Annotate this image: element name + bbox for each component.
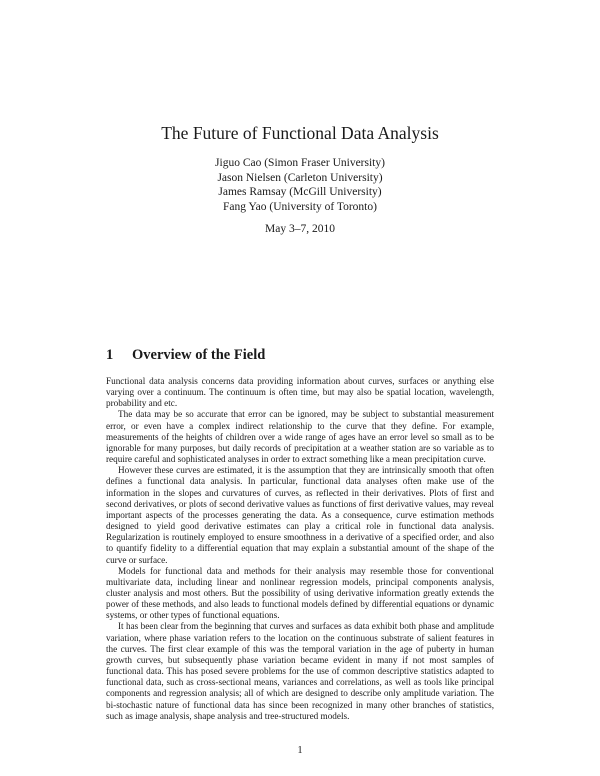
body-text — [106, 376, 494, 722]
paragraph: However these curves are estimated, it is the assumption that they are intrinsically smooth that often defines a functional data analysis. In particular, functional data analyses often make use of the information in the slopes and curvatures of curves, as reflected in their derivatives. Plots of first and second derivatives, or plots of second derivative values as functions of first derivative values, may reveal important aspects of the processes generating the data. As a consequence, curve estimation methods designed to yield good derivative estimates can play a critical role in functional data analysis. Regularization is routinely employed to ensure smoothness in a derivative of a specified order, and also to quantify fidelity to a differential equation that may explain a substantial amount of the shape of the curve or surface. — [106, 465, 494, 565]
author-line: Jiguo Cao (Simon Fraser University) — [215, 157, 385, 169]
paragraph: The data may be so accurate that error can be ignored, may be subject to substantial measurement error, or even have a complex indirect relationship to the curve that they define. For example, measurements of the heights of children over a wide range of ages have an error level so small as to be ignorable for many purposes, but daily records of precipitation at a weather station are so variable as to require careful and sophisticated analyses in order to extract something like a mean precipitation curve. — [106, 409, 494, 465]
section-number: 1 — [106, 347, 114, 363]
section-title: Overview of the Field — [132, 347, 266, 363]
author-list — [0, 156, 600, 214]
paper-title: The Future of Functional Data Analysis — [161, 123, 439, 143]
paragraph: Functional data analysis concerns data providing information about curves, surfaces or anything else varying over a continuum. The continuum is often time, but may also be spatial location, wavelength, probability and etc. — [106, 376, 494, 409]
paper-date: May 3–7, 2010 — [265, 223, 335, 235]
author-line: Jason Nielsen (Carleton University) — [217, 171, 383, 184]
section-heading — [106, 346, 265, 364]
paragraph: It has been clear from the beginning that curves and surfaces as data exhibit both phase and amplitude variation, where phase variation refers to the location on the continuous substrate of salient features in the curves. The first clear example of this was the temporal variation in the age of puberty in human growth curves, but subsequently phase variation became evident in many if not most samples of functional data. This has posed severe problems for the use of common descriptive statistics adapted to functional data, such as cross-sectional means, variances and correlations, as well as tools like principal components and regression analysis; all of which are designed to describe only amplitude variation. The bi-stochastic nature of functional data has since been recognized in many other branches of statistics, such as image analysis, shape analysis and tree-structured models. — [106, 621, 494, 721]
author-line: Fang Yao (University of Toronto) — [223, 200, 377, 213]
author-line: James Ramsay (McGill University) — [218, 186, 382, 198]
paragraph: Models for functional data and methods for their analysis may resemble those for conventional multivariate data, including linear and nonlinear regression models, principal components analysis, cluster analysis and most others. But the possibility of using derivative information greatly extends the power of these methods, and also leads to functional models defined by differential equations or dynamic systems, or other types of functional equations. — [106, 565, 494, 621]
page-number: 1 — [297, 745, 303, 756]
